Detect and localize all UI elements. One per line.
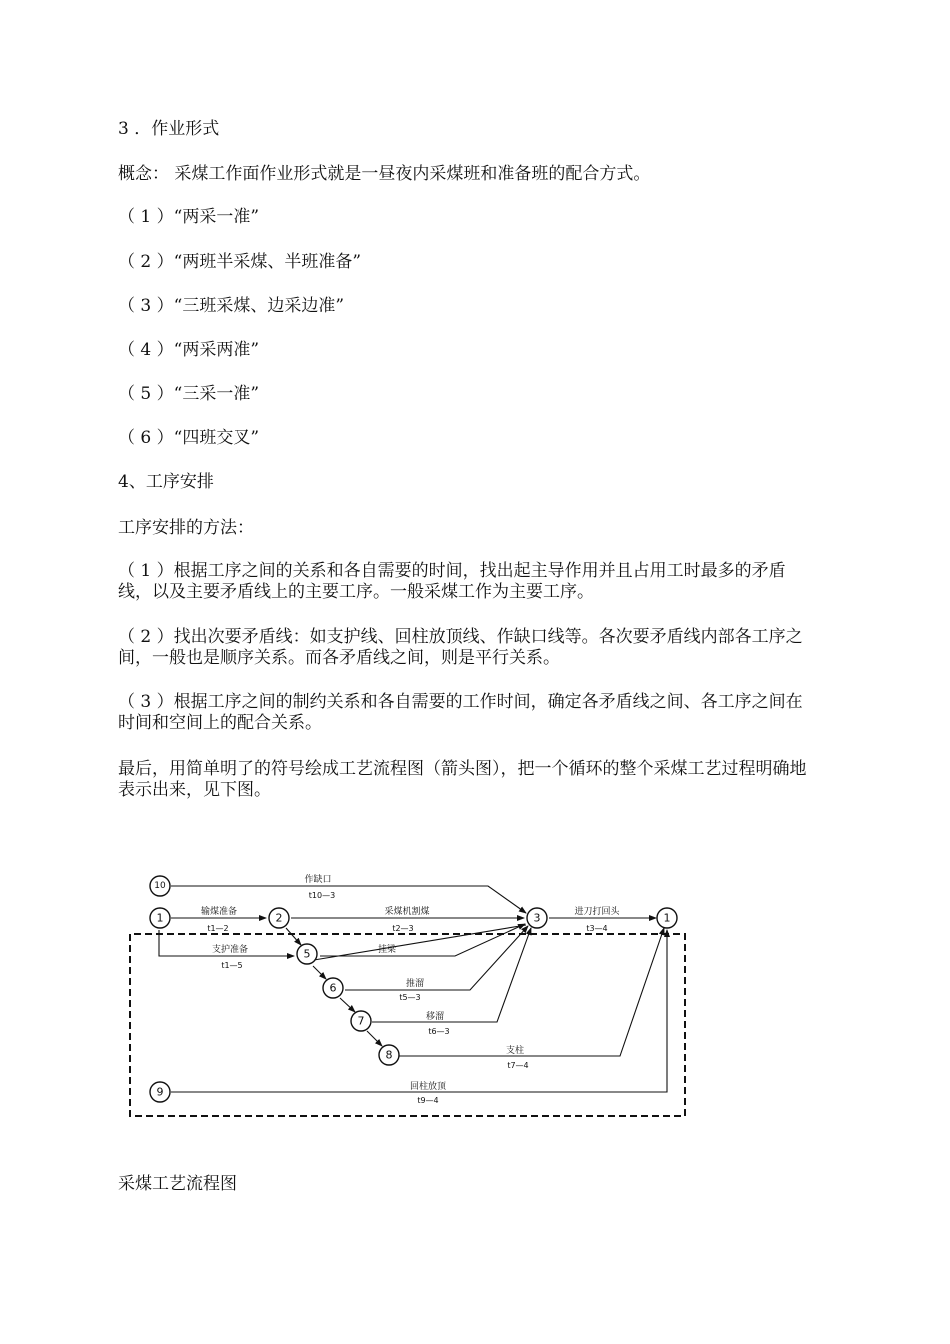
edge-time: t10—3 (308, 891, 336, 900)
edge-time: t7—4 (507, 1061, 529, 1070)
node-label: 7 (357, 1014, 365, 1028)
method-paragraph: （ 1 ）根据工序之间的关系和各自需要的时间，找出起主导作用并且占用工时最多的矛盾线，以及主要矛盾线上的主要工序。一般采煤工作为主要工序。 (118, 561, 786, 602)
work-form-item: （ 6 ）“四班交叉” (118, 428, 260, 448)
node-label: 2 (275, 911, 283, 925)
node-7 (351, 1011, 371, 1031)
edge-label: 挂梁 (377, 945, 397, 955)
node-10 (150, 876, 170, 896)
edge-time: t5—3 (399, 993, 421, 1002)
node-label: 3 (533, 911, 541, 925)
node-8 (379, 1045, 399, 1065)
heading-process: 4、工序安排 (118, 472, 214, 492)
edge-label: 回柱放顶 (409, 1082, 447, 1092)
work-form-item: （ 2 ）“两班半采煤、半班准备” (118, 252, 362, 272)
node-label: 9 (156, 1085, 164, 1099)
node-9 (150, 1082, 170, 1102)
edge-label: 移溜 (425, 1012, 445, 1022)
edge-label: 支护准备 (211, 945, 249, 955)
edge-6-7 (340, 998, 355, 1012)
edge-time: t3—4 (586, 924, 608, 933)
method-paragraph: （ 2 ）找出次要矛盾线：如支护线、回柱放顶线、作缺口线等。各次要矛盾线内部各工序之间，一般也是顺序关系。而各矛盾线之间，则是平行关系。 (118, 627, 803, 668)
node-3 (527, 908, 547, 928)
node-2 (269, 908, 289, 928)
heading-work-form: 3 ．作业形式 (118, 119, 220, 139)
node-1-start (150, 908, 170, 928)
method-paragraph: （ 3 ）根据工序之间的制约关系和各自需要的工作时间，确定各矛盾线之间、各工序之间在时间和空间上的配合关系。 (118, 692, 803, 733)
node-1-end (657, 908, 677, 928)
edge-7-8 (367, 1031, 382, 1046)
work-form-item: （ 5 ）“三采一准” (118, 384, 260, 404)
edge-5-6 (313, 966, 326, 979)
edge-5-3 (320, 924, 525, 956)
figure-caption: 采煤工艺流程图 (118, 1174, 237, 1194)
final-paragraph: 最后，用简单明了的符号绘成工艺流程图（箭头图），把一个循环的整个采煤工艺过程明确地表示出来，见下图。 (118, 759, 807, 800)
node-label: 6 (329, 981, 337, 995)
work-form-item: （ 3 ）“三班采煤、边采边准” (118, 296, 345, 316)
edge-5-3-diag (314, 925, 526, 960)
work-form-item: （ 4 ）“两采两准” (118, 340, 260, 360)
edge-label: 采煤机割煤 (384, 907, 430, 917)
edge-8-1 (399, 928, 664, 1056)
edge-time: t9—4 (417, 1096, 439, 1105)
node-6 (323, 978, 343, 998)
edge-label: 作缺口 (304, 875, 332, 885)
node-label: 1 (156, 911, 164, 925)
node-5 (297, 944, 317, 964)
edge-7-3 (372, 928, 531, 1022)
node-label: 10 (154, 881, 166, 891)
node-label: 1 (663, 911, 671, 925)
edge-time: t6—3 (428, 1027, 450, 1036)
edge-time: t1—5 (221, 961, 243, 970)
work-form-item: （ 1 ）“两采一准” (118, 207, 260, 227)
edge-label: 进刀打回头 (574, 907, 620, 917)
concept-text: 概念： 采煤工作面作业形式就是一昼夜内采煤班和准备班的配合方式。 (118, 164, 651, 184)
node-label: 8 (385, 1048, 393, 1062)
edge-time: t1—2 (207, 924, 229, 933)
edge-label: 输煤准备 (200, 907, 238, 917)
edge-time: t2—3 (392, 924, 414, 933)
dashed-boundary (130, 934, 685, 1116)
edge-label: 支柱 (505, 1046, 525, 1056)
edge-2-5 (286, 928, 301, 945)
node-label: 5 (303, 947, 311, 961)
edge-label: 推溜 (405, 979, 425, 989)
method-heading: 工序安排的方法： (118, 518, 254, 538)
